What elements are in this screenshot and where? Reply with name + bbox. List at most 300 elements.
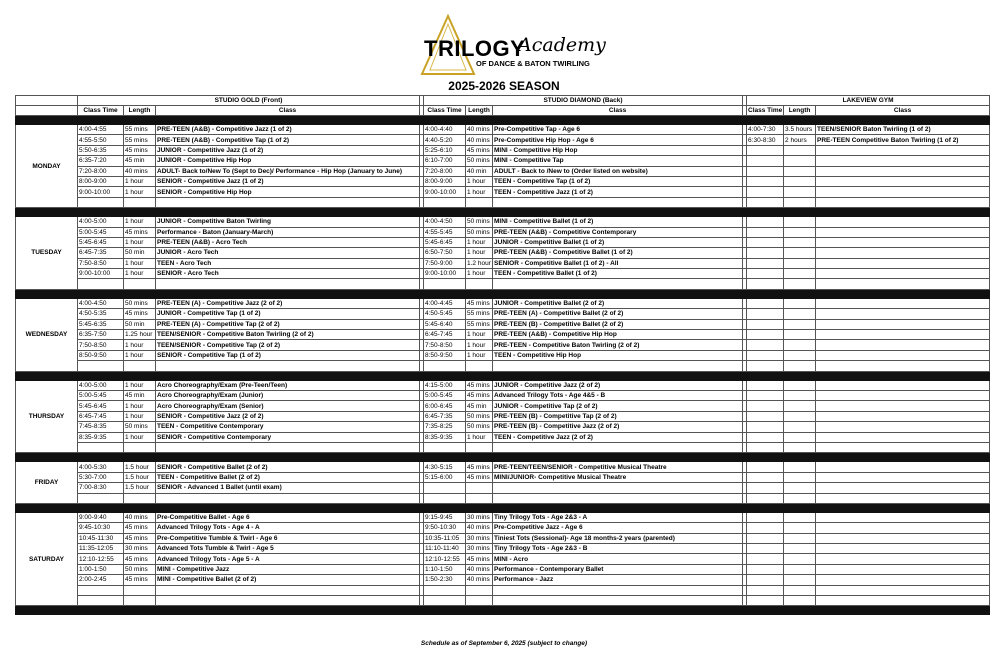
class-time-cell: 9:00-10:00 [78, 269, 124, 279]
class-name-cell: MINI/JUNIOR- Competitive Musical Theatre [493, 472, 743, 482]
class-time-cell [747, 330, 784, 340]
class-time-cell: 4:55-5:50 [78, 135, 124, 145]
class-time-cell: 1:10-1:50 [424, 564, 466, 574]
class-time-cell: 4:30-5:15 [424, 462, 466, 472]
class-name-cell: TEEN - Competitive Contemporary [156, 422, 420, 432]
day-separator-bar [16, 371, 990, 380]
class-name-cell: ADULT - Back to /New to (Order listed on website) [493, 166, 743, 176]
class-name-cell: TEEN - Competitive Ballet (1 of 2) [493, 269, 743, 279]
class-name-cell: Tiny Trilogy Tots - Age 2&3 - B [493, 544, 743, 554]
length-cell [784, 442, 816, 452]
class-time-cell: 4:00-4:50 [424, 217, 466, 227]
class-time-cell: 2:00-2:45 [78, 575, 124, 585]
class-time-cell [747, 462, 784, 472]
length-cell [784, 472, 816, 482]
class-time-cell [747, 187, 784, 197]
class-time-cell [747, 411, 784, 421]
length-cell: 1 hour [466, 237, 493, 247]
class-time-cell: 5:00-5:45 [424, 390, 466, 400]
table-row [16, 237, 990, 247]
class-time-cell [78, 442, 124, 452]
class-name-cell: Pre-Competitive Tumble & Twirl - Age 6 [156, 533, 420, 543]
class-name-cell: JUNIOR - Competitive Hip Hop [156, 156, 420, 166]
table-row [16, 472, 990, 482]
class-name-cell [816, 319, 990, 329]
length-cell: 45 mins [124, 575, 156, 585]
class-name-cell: JUNIOR - Competitive Jazz (2 of 2) [493, 380, 743, 390]
length-cell: 1.5 hour [124, 462, 156, 472]
length-cell: 45 mins [466, 554, 493, 564]
class-time-cell: 4:00-4:55 [78, 125, 124, 135]
class-name-cell: SENIOR - Competitive Jazz (2 of 2) [156, 411, 420, 421]
class-time-cell: 9:50-10:30 [424, 523, 466, 533]
academy-logo [418, 14, 608, 76]
table-row [16, 269, 990, 279]
length-cell: 40 mins [466, 135, 493, 145]
class-name-cell: TEEN - Competitive Jazz (1 of 2) [493, 187, 743, 197]
class-name-cell [816, 596, 990, 606]
length-cell [784, 401, 816, 411]
class-time-cell [747, 544, 784, 554]
class-time-cell: 8:00-9:00 [424, 176, 466, 186]
class-name-cell [816, 422, 990, 432]
class-time-cell: 10:45-11:30 [78, 533, 124, 543]
lakeview-gym-header: LAKEVIEW GYM [747, 96, 990, 106]
length-cell: 50 min [124, 248, 156, 258]
table-row [16, 187, 990, 197]
day-separator-bar [16, 503, 990, 512]
class-name-cell: MINI - Competitive Tap [493, 156, 743, 166]
class-name-cell [816, 512, 990, 522]
class-time-cell: 5:15-6:00 [424, 472, 466, 482]
length-cell [784, 298, 816, 308]
class-time-cell [747, 432, 784, 442]
class-time-cell [747, 166, 784, 176]
class-name-cell: Performance - Baton (January-March) [156, 227, 420, 237]
class-time-cell: 4:50-5:45 [424, 309, 466, 319]
table-row [16, 544, 990, 554]
day-label: TUESDAY [16, 217, 78, 290]
class-name-cell: Advanced Trilogy Tots - Age 4&5 - B [493, 390, 743, 400]
class-time-cell [747, 493, 784, 503]
col-length: Length [124, 106, 156, 116]
class-name-cell: MINI - Competitive Hip Hop [493, 145, 743, 155]
class-name-cell [816, 493, 990, 503]
class-name-cell: Tiny Trilogy Tots - Age 2&3 - A [493, 512, 743, 522]
class-name-cell [156, 197, 420, 207]
length-cell: 50 mins [124, 564, 156, 574]
length-cell [784, 411, 816, 421]
class-time-cell [424, 361, 466, 371]
class-time-cell: 6:50-7:50 [424, 248, 466, 258]
col-class: Class [816, 106, 990, 116]
class-name-cell: PRE-TEEN Competitive Baton Twirling (1 of 2) [816, 135, 990, 145]
class-time-cell: 5:45-6:45 [424, 237, 466, 247]
class-time-cell [424, 585, 466, 595]
class-time-cell [747, 554, 784, 564]
length-cell: 1 hour [124, 432, 156, 442]
table-row [16, 330, 990, 340]
length-cell [784, 554, 816, 564]
length-cell: 1 hour [124, 217, 156, 227]
length-cell: 45 mins [466, 472, 493, 482]
class-name-cell: PRE-TEEN (B) - Competitive Jazz (2 of 2) [493, 422, 743, 432]
class-time-cell [424, 442, 466, 452]
length-cell: 1 hour [124, 187, 156, 197]
length-cell: 1 hour [466, 340, 493, 350]
class-name-cell: Advanced Trilogy Tots - Age 5 - A [156, 554, 420, 564]
table-row [16, 258, 990, 268]
class-name-cell: SENIOR - Advanced 1 Ballet (until exam) [156, 483, 420, 493]
length-cell: 45 mins [124, 145, 156, 155]
class-name-cell [816, 483, 990, 493]
length-cell [784, 523, 816, 533]
length-cell [466, 596, 493, 606]
class-time-cell: 7:35-8:25 [424, 422, 466, 432]
class-time-cell: 12:10-12:55 [424, 554, 466, 564]
class-time-cell [747, 237, 784, 247]
class-time-cell [747, 176, 784, 186]
class-name-cell: PRE-TEEN (A) - Competitive Jazz (2 of 2) [156, 298, 420, 308]
class-time-cell: 4:40-5:20 [424, 135, 466, 145]
table-row [16, 156, 990, 166]
class-name-cell: PRE-TEEN/TEEN/SENIOR - Competitive Musical Theatre [493, 462, 743, 472]
length-cell [124, 442, 156, 452]
class-time-cell: 7:45-8:35 [78, 422, 124, 432]
studio-gold-header: STUDIO GOLD (Front) [78, 96, 420, 106]
class-name-cell [816, 298, 990, 308]
length-cell [784, 145, 816, 155]
length-cell: 45 min [124, 390, 156, 400]
length-cell: 50 min [124, 319, 156, 329]
class-name-cell: JUNIOR - Competitive Tap (1 of 2) [156, 309, 420, 319]
length-cell: 45 mins [466, 462, 493, 472]
class-name-cell: PRE-TEEN - Competitive Baton Twirling (2 of 2) [493, 340, 743, 350]
length-cell: 45 mins [124, 554, 156, 564]
day-label: WEDNESDAY [16, 298, 78, 371]
class-name-cell [816, 279, 990, 289]
table-row [16, 361, 990, 371]
length-cell: 1 hour [466, 330, 493, 340]
class-name-cell [816, 411, 990, 421]
class-name-cell [493, 442, 743, 452]
class-time-cell: 6:35-7:50 [78, 330, 124, 340]
class-name-cell: JUNIOR - Competitive Ballet (2 of 2) [493, 298, 743, 308]
class-time-cell [424, 493, 466, 503]
season-title: 2025-2026 SEASON [448, 79, 560, 93]
class-time-cell [747, 422, 784, 432]
class-time-cell: 8:35-9:35 [78, 432, 124, 442]
class-time-cell [747, 390, 784, 400]
class-name-cell: PRE-TEEN (A&B) - Competitive Ballet (1 of 2) [493, 248, 743, 258]
length-cell: 45 min [124, 156, 156, 166]
length-cell: 1 hour [466, 269, 493, 279]
table-row [16, 350, 990, 360]
class-time-cell [747, 258, 784, 268]
class-time-cell: 4:50-5:35 [78, 309, 124, 319]
class-time-cell: 9:00-10:00 [424, 187, 466, 197]
class-time-cell: 7:00-8:30 [78, 483, 124, 493]
class-time-cell: 11:10-11:40 [424, 544, 466, 554]
class-time-cell [747, 533, 784, 543]
class-time-cell: 9:00-9:40 [78, 512, 124, 522]
class-name-cell: Tiniest Tots (Sessional)- Age 18 months-2 years (parented) [493, 533, 743, 543]
class-time-cell [747, 197, 784, 207]
length-cell: 1 hour [124, 350, 156, 360]
day-separator-bar [16, 116, 990, 125]
length-cell: 50 mins [466, 411, 493, 421]
col-class: Class [493, 106, 743, 116]
length-cell: 30 mins [466, 544, 493, 554]
class-time-cell: 4:00-4:40 [424, 125, 466, 135]
day-separator-bar [16, 453, 990, 462]
length-cell: 50 mins [466, 217, 493, 227]
class-name-cell: SENIOR - Acro Tech [156, 269, 420, 279]
class-name-cell [156, 493, 420, 503]
length-cell [784, 330, 816, 340]
table-row [16, 248, 990, 258]
class-time-cell [747, 298, 784, 308]
class-name-cell: TEEN - Competitive Ballet (2 of 2) [156, 472, 420, 482]
class-time-cell: 5:45-6:40 [424, 319, 466, 329]
class-time-cell [747, 596, 784, 606]
class-time-cell [747, 361, 784, 371]
class-name-cell [816, 166, 990, 176]
class-name-cell: SENIOR - Competitive Tap (1 of 2) [156, 350, 420, 360]
class-time-cell: 6:35-7:20 [78, 156, 124, 166]
class-time-cell: 5:50-6:35 [78, 145, 124, 155]
table-row [16, 380, 990, 390]
class-time-cell [747, 309, 784, 319]
column-header-row [16, 106, 990, 116]
col-length: Length [466, 106, 493, 116]
class-time-cell [424, 596, 466, 606]
length-cell: 45 min [466, 401, 493, 411]
class-name-cell [493, 361, 743, 371]
table-row [16, 166, 990, 176]
class-name-cell: Advanced Tots Tumble & Twirl - Age 5 [156, 544, 420, 554]
length-cell [784, 350, 816, 360]
length-cell [784, 248, 816, 258]
class-name-cell [156, 596, 420, 606]
class-time-cell: 4:00-4:45 [424, 298, 466, 308]
length-cell [784, 380, 816, 390]
table-row [16, 145, 990, 155]
class-name-cell: Pre-Competitive Hip Hop - Age 6 [493, 135, 743, 145]
table-row [16, 135, 990, 145]
class-time-cell: 4:00-5:00 [78, 380, 124, 390]
length-cell [784, 309, 816, 319]
class-name-cell: PRE-TEEN (A&B) - Competitive Jazz (1 of 2) [156, 125, 420, 135]
class-time-cell: 8:00-9:00 [78, 176, 124, 186]
table-row [16, 401, 990, 411]
length-cell [784, 585, 816, 595]
class-time-cell: 5:00-5:45 [78, 227, 124, 237]
col-class-time: Class Time [424, 106, 466, 116]
class-name-cell: JUNIOR - Competitive Tap (2 of 2) [493, 401, 743, 411]
class-name-cell [816, 462, 990, 472]
class-name-cell [816, 350, 990, 360]
length-cell [784, 544, 816, 554]
class-name-cell [816, 156, 990, 166]
studio-header-row [16, 96, 990, 106]
length-cell [784, 187, 816, 197]
class-time-cell: 10:35-11:05 [424, 533, 466, 543]
table-row [16, 585, 990, 595]
class-time-cell: 5:45-6:45 [78, 237, 124, 247]
class-name-cell: PRE-TEEN (A&B) - Competitive Tap (1 of 2) [156, 135, 420, 145]
class-time-cell: 6:45-7:45 [424, 330, 466, 340]
length-cell: 50 mins [466, 156, 493, 166]
class-time-cell: 4:15-5:00 [424, 380, 466, 390]
class-time-cell [747, 248, 784, 258]
class-name-cell: TEEN - Competitive Tap (1 of 2) [493, 176, 743, 186]
length-cell: 45 mins [466, 298, 493, 308]
class-name-cell [156, 585, 420, 595]
class-name-cell [816, 575, 990, 585]
length-cell: 40 mins [124, 166, 156, 176]
class-name-cell [816, 187, 990, 197]
class-time-cell [747, 340, 784, 350]
class-time-cell: 7:50-8:50 [78, 258, 124, 268]
class-time-cell: 4:55-5:45 [424, 227, 466, 237]
class-name-cell: TEEN - Competitive Jazz (2 of 2) [493, 432, 743, 442]
class-name-cell [816, 217, 990, 227]
length-cell [784, 422, 816, 432]
table-row [16, 523, 990, 533]
class-name-cell [816, 145, 990, 155]
table-row [16, 319, 990, 329]
table-row [16, 197, 990, 207]
table-row [16, 390, 990, 400]
length-cell: 1.25 hour [124, 330, 156, 340]
class-time-cell: 7:50-8:50 [424, 340, 466, 350]
length-cell [124, 279, 156, 289]
class-name-cell [816, 309, 990, 319]
class-time-cell [747, 442, 784, 452]
length-cell: 1 hour [124, 176, 156, 186]
length-cell [784, 197, 816, 207]
length-cell [784, 564, 816, 574]
class-name-cell [816, 432, 990, 442]
class-time-cell [747, 227, 784, 237]
class-name-cell [816, 523, 990, 533]
length-cell: 30 mins [466, 512, 493, 522]
length-cell [784, 596, 816, 606]
length-cell: 1 hour [466, 432, 493, 442]
class-time-cell [747, 523, 784, 533]
class-time-cell [747, 380, 784, 390]
class-time-cell: 1:00-1:50 [78, 564, 124, 574]
length-cell [784, 462, 816, 472]
class-name-cell: MINI - Competitive Ballet (2 of 2) [156, 575, 420, 585]
length-cell [784, 258, 816, 268]
day-separator-bar [16, 289, 990, 298]
length-cell [124, 197, 156, 207]
class-time-cell [747, 564, 784, 574]
class-name-cell: PRE-TEEN (A) - Competitive Ballet (2 of 2) [493, 309, 743, 319]
class-name-cell [156, 361, 420, 371]
class-name-cell: Pre-Competitive Ballet - Age 6 [156, 512, 420, 522]
class-name-cell [816, 340, 990, 350]
length-cell: 45 mins [124, 533, 156, 543]
class-name-cell [816, 330, 990, 340]
class-name-cell: SENIOR - Competitive Jazz (1 of 2) [156, 176, 420, 186]
length-cell: 40 mins [124, 512, 156, 522]
length-cell [784, 319, 816, 329]
table-row [16, 533, 990, 543]
class-name-cell: Acro Choreography/Exam (Pre-Teen/Teen) [156, 380, 420, 390]
class-time-cell: 6:45-7:35 [424, 411, 466, 421]
length-cell: 1 hour [466, 248, 493, 258]
class-name-cell [816, 269, 990, 279]
table-row [16, 227, 990, 237]
length-cell [784, 227, 816, 237]
table-row [16, 493, 990, 503]
length-cell [466, 279, 493, 289]
brand-script: Academy [518, 34, 606, 56]
table-row [16, 564, 990, 574]
class-time-cell: 6:10-7:00 [424, 156, 466, 166]
day-label: SATURDAY [16, 512, 78, 606]
class-name-cell [156, 442, 420, 452]
class-name-cell: Acro Choreography/Exam (Senior) [156, 401, 420, 411]
class-name-cell: SENIOR - Competitive Ballet (2 of 2) [156, 462, 420, 472]
class-name-cell: PRE-TEEN (A&B) - Acro Tech [156, 237, 420, 247]
class-time-cell: 6:30-8:30 [747, 135, 784, 145]
class-name-cell: PRE-TEEN (B) - Competitive Ballet (2 of 2) [493, 319, 743, 329]
class-time-cell: 11:35-12:05 [78, 544, 124, 554]
length-cell: 1 hour [124, 411, 156, 421]
class-name-cell [493, 596, 743, 606]
length-cell [124, 361, 156, 371]
class-time-cell: 7:50-9:00 [424, 258, 466, 268]
schedule-footer-note: Schedule as of September 6, 2025 (subject to change) [420, 640, 588, 647]
length-cell [784, 390, 816, 400]
col-class: Class [156, 106, 420, 116]
table-row [16, 432, 990, 442]
class-time-cell: 7:50-8:50 [78, 340, 124, 350]
length-cell: 1 hour [124, 258, 156, 268]
table-row [16, 309, 990, 319]
class-name-cell: TEEN/SENIOR Baton Twirling (1 of 2) [816, 125, 990, 135]
class-time-cell: 8:50-9:50 [424, 350, 466, 360]
class-time-cell: 6:00-6:45 [424, 401, 466, 411]
day-label: MONDAY [16, 125, 78, 208]
col-class-time: Class Time [78, 106, 124, 116]
class-name-cell: MINI - Competitive Jazz [156, 564, 420, 574]
class-time-cell [424, 483, 466, 493]
length-cell: 40 mins [466, 125, 493, 135]
length-cell: 40 mins [466, 575, 493, 585]
schedule-table [15, 95, 990, 615]
class-name-cell [493, 585, 743, 595]
class-time-cell: 8:35-9:35 [424, 432, 466, 442]
length-cell [784, 340, 816, 350]
table-row [16, 340, 990, 350]
class-name-cell: Performance - Jazz [493, 575, 743, 585]
col-length: Length [784, 106, 816, 116]
length-cell: 1 hour [124, 401, 156, 411]
class-name-cell [816, 533, 990, 543]
length-cell: 55 mins [124, 135, 156, 145]
length-cell [784, 575, 816, 585]
table-row [16, 442, 990, 452]
class-time-cell [747, 269, 784, 279]
day-label: FRIDAY [16, 462, 78, 504]
length-cell [784, 512, 816, 522]
table-row [16, 462, 990, 472]
